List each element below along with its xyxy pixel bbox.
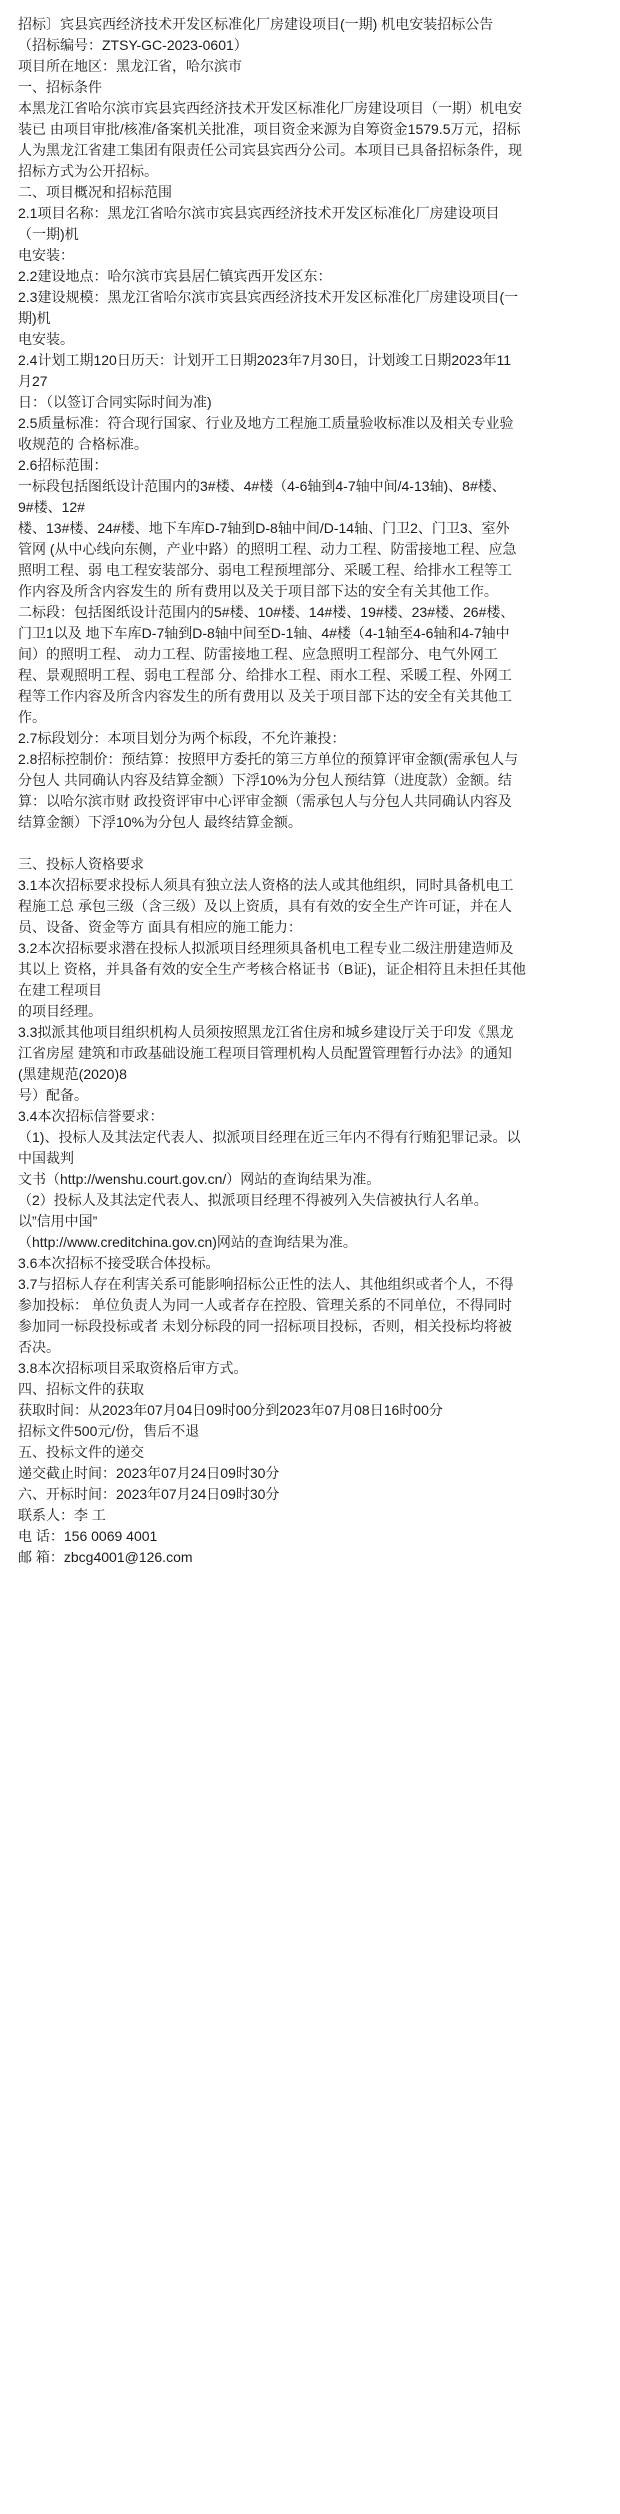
text-line: 号）配备。 <box>18 1087 88 1103</box>
text-line: 3.6本次招标不接受联合体投标。 <box>18 1255 220 1271</box>
text-line: 的项目经理。 <box>18 1003 102 1019</box>
text-line: 电安装： <box>18 247 74 263</box>
text-line: （1)、投标人及其法定代表人、拟派项目经理在近三年内不得有行贿犯罪记录。以 <box>18 1129 521 1145</box>
text-line: 程等工作内容及所含内容发生的所有费用以 及关于项目部下达的安全有关其他工 <box>18 688 512 704</box>
text-line: 3.2本次招标要求潜在投标人拟派项目经理须具备机电工程专业二级注册建造师及 <box>18 940 514 956</box>
text-line: 招标〕宾县宾西经济技术开发区标准化厂房建设项目(一期) 机电安装招标公告 <box>18 16 494 32</box>
text-line: 2.1项目名称：黑龙江省哈尔滨市宾县宾西经济技术开发区标准化厂房建设项目 <box>18 205 500 221</box>
text-line: 2.2建设地点：哈尔滨市宾县居仁镇宾西开发区东： <box>18 268 332 284</box>
text-line: 邮 箱：zbcg4001@126.com <box>18 1549 193 1565</box>
document-body <box>18 14 602 1568</box>
text-line: 3.1本次招标要求投标人须具有独立法人资格的法人或其他组织，同时具备机电工 <box>18 877 514 893</box>
text-line: 四、招标文件的获取 <box>18 1381 144 1397</box>
text-line: 二、项目概况和招标范围 <box>18 184 172 200</box>
text-line: 结算金额）下浮10%为分包人 最终结算金额。 <box>18 814 302 830</box>
text-line: 一标段包括图纸设计范围内的3#楼、4#楼（4-6轴到4-7轴中间/4-13轴)、8#楼、 <box>18 478 506 494</box>
text-line: 日：（以签订合同实际时间为准) <box>18 394 212 410</box>
text-line: 2.3建设规模：黑龙江省哈尔滨市宾县宾西经济技术开发区标准化厂房建设项目(一 <box>18 289 519 305</box>
text-line: 六、开标时间：2023年07月24日09时30分 <box>18 1486 280 1502</box>
text-line: 作。 <box>18 709 46 725</box>
text-line: 获取时间：从2023年07月04日09时00分到2023年07月08日16时00分 <box>18 1402 443 1418</box>
text-line: 一、招标条件 <box>18 79 102 95</box>
text-line: 管网 (从中心线向东侧，产业中路）的照明工程、动力工程、防雷接地工程、应急 <box>18 541 517 557</box>
text-line: 9#楼、12# <box>18 499 85 515</box>
text-line: 收规范的 合格标准。 <box>18 436 148 452</box>
text-line: 2.7标段划分：本项目划分为两个标段，不允许兼投： <box>18 730 346 746</box>
text-line: 员、设备、资金等方 面具有相应的施工能力： <box>18 919 302 935</box>
text-line: 2.8招标控制价：预结算：按照甲方委托的第三方单位的预算评审金额(需承包人与 <box>18 751 519 767</box>
text-line: 江省房屋 建筑和市政基础设施工程项目管理机构人员配置管理暂行办法》的通知 <box>18 1045 512 1061</box>
text-line: 门卫1以及 地下车库D-7轴到D-8轴中间至D-1轴、4#楼（4-1轴至4-6轴和4-7轴中 <box>18 625 510 641</box>
text-line: 3.7与招标人存在利害关系可能影响招标公正性的法人、其他组织或者个人，不得 <box>18 1276 514 1292</box>
text-line: 递交截止时间：2023年07月24日09时30分 <box>18 1465 280 1481</box>
text-line: 电安装。 <box>18 331 74 347</box>
text-line: 楼、13#楼、24#楼、地下车库D-7轴到D-8轴中间/D-14轴、门卫2、门卫3、室外 <box>18 520 510 536</box>
text-line: 招标文件500元/份，售后不退 <box>18 1423 200 1439</box>
text-line: 期)机 <box>18 310 51 326</box>
text-line <box>18 833 602 854</box>
text-line: 3.3拟派其他项目组织机构人员须按照黑龙江省住房和城乡建设厅关于印发《黑龙 <box>18 1024 514 1040</box>
text-line: （http://www.creditchina.gov.cn)网站的查询结果为准。 <box>18 1234 357 1250</box>
text-line: (黑建规范(2020)8 <box>18 1066 127 1082</box>
text-line: 五、投标文件的递交 <box>18 1444 144 1460</box>
text-line: 程、景观照明工程、弱电工程部 分、给排水工程、雨水工程、采暖工程、外网工 <box>18 667 512 683</box>
text-line: 本黑龙江省哈尔滨市宾县宾西经济技术开发区标准化厂房建设项目（一期）机电安 <box>18 100 522 116</box>
text-line: （2）投标人及其法定代表人、拟派项目经理不得被列入失信被执行人名单。 <box>18 1192 488 1208</box>
text-line: 作内容及所含内容发生的 所有费用以及关于项目部下达的安全有关其他工作。 <box>18 583 498 599</box>
text-line: 装已 由项目审批/核准/备案机关批准，项目资金来源为自筹资金1579.5万元，招标 <box>18 121 521 137</box>
text-line: 程施工总 承包三级（含三级）及以上资质，具有有效的安全生产许可证，并在人 <box>18 898 512 914</box>
text-line: 项目所在地区：黑龙江省，哈尔滨市 <box>18 58 242 74</box>
text-line: 电 话：156 0069 4001 <box>18 1528 158 1544</box>
text-line: 2.5质量标准：符合现行国家、行业及地方工程施工质量验收标准以及相关专业验 <box>18 415 514 431</box>
text-line: 2.4计划工期120日历天：计划开工日期2023年7月30日，计划竣工日期2023年11 <box>18 352 511 368</box>
text-line: 月27 <box>18 373 48 389</box>
text-line: （招标编号：ZTSY-GC-2023-0601） <box>18 37 248 53</box>
text-line: （一期)机 <box>18 226 79 242</box>
text-line: 参加投标： 单位负责人为同一人或者存在控股、管理关系的不同单位，不得同时 <box>18 1297 512 1313</box>
text-line: 3.8本次招标项目采取资格后审方式。 <box>18 1360 248 1376</box>
text-line: 2.6招标范围： <box>18 457 108 473</box>
text-line: 其以上 资格，并具备有效的安全生产考核合格证书（B证)，证企相符且未担任其他 <box>18 961 526 977</box>
text-line: 以”信用中国” <box>18 1213 98 1229</box>
text-line: 文书（http://wenshu.court.gov.cn/）网站的查询结果为准。 <box>18 1171 381 1187</box>
text-line: 否决。 <box>18 1339 60 1355</box>
text-line: 中国裁判 <box>18 1150 74 1166</box>
text-line: 算：以哈尔滨市财 政投资评审中心评审金额（需承包人与分包人共同确认内容及 <box>18 793 512 809</box>
text-line: 参加同一标段投标或者 未划分标段的同一招标项目投标，否则，相关投标均将被 <box>18 1318 512 1334</box>
text-line: 在建工程项目 <box>18 982 102 998</box>
text-line: 二标段：包括图纸设计范围内的5#楼、10#楼、14#楼、19#楼、23#楼、26#楼、 <box>18 604 515 620</box>
text-line: 人为黑龙江省建工集团有限责任公司宾县宾西分公司。本项目已具备招标条件，现 <box>18 142 522 158</box>
text-line: 三、投标人资格要求 <box>18 856 144 872</box>
text-line: 招标方式为公开招标。 <box>18 163 158 179</box>
text-line: 间）的照明工程、 动力工程、防雷接地工程、应急照明工程部分、电气外网工 <box>18 646 498 662</box>
text-line: 分包人 共同确认内容及结算金额）下浮10%为分包人预结算（进度款）金额。结 <box>18 772 512 788</box>
text-line: 3.4本次招标信誉要求： <box>18 1108 164 1124</box>
text-line: 联系人：李 工 <box>18 1507 106 1523</box>
text-line: 照明工程、弱 电工程安装部分、弱电工程预埋部分、采暖工程、给排水工程等工 <box>18 562 512 578</box>
